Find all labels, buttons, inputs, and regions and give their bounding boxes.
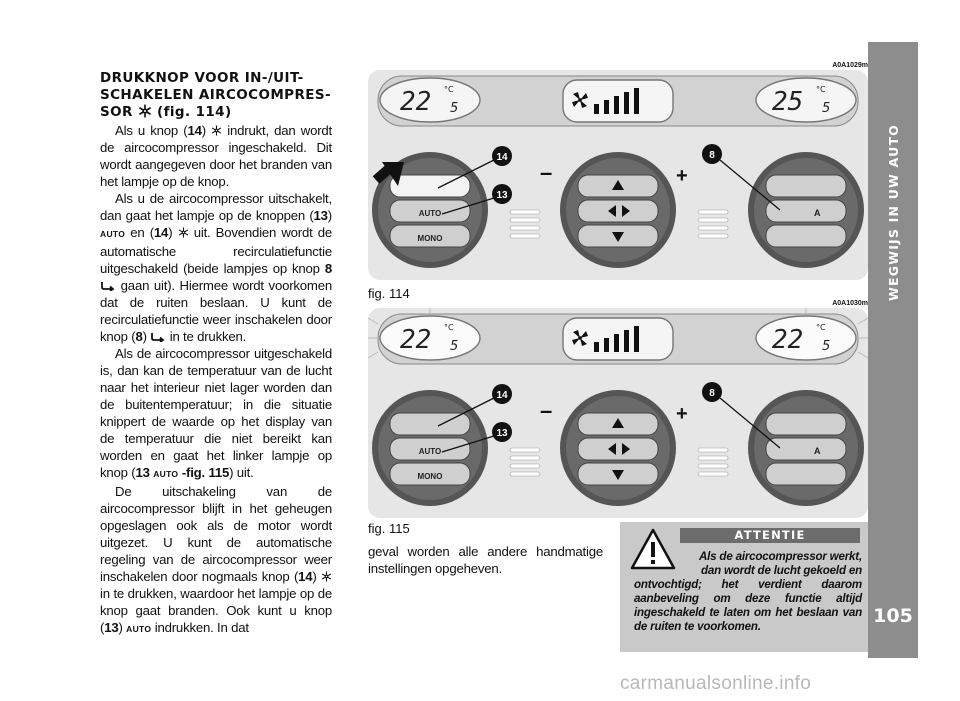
figure-label: fig. 114 bbox=[368, 286, 410, 301]
p4-text-b: ) bbox=[312, 569, 321, 584]
p3-figure-ref: -fig. 115 bbox=[181, 465, 230, 480]
paragraph-3 bbox=[100, 345, 332, 483]
p2-text-d: ) bbox=[168, 225, 178, 240]
right-temp-value: 22 bbox=[772, 325, 804, 355]
left-temperature-knob[interactable] bbox=[372, 390, 488, 506]
p3-text-a: Als de aircocompressor uitgeschakeld is, dan kan de temperatuur van de lucht naar het interieur niet lager worden dan de buitentemperatuur; in die situatie knippert de waarde op het display van de temperatuur die niet bereikt kan worden en gaat het linker lampje op knop ( bbox=[100, 346, 332, 480]
paragraph-2 bbox=[100, 190, 332, 345]
p2-text-f: gaan uit). Hiermee wordt voorkomen dat de ruiten beslaan. U kunt de recirculatiefunctie weer inschakelen door knop ( bbox=[100, 278, 332, 344]
p2-text-e: uit. Bovendien wordt de automatische recirculatiefunctie uitgeschakeld (beide lampjes op knop bbox=[100, 225, 333, 276]
right-temperature-knob[interactable] bbox=[748, 152, 864, 268]
minus-sign: – bbox=[540, 398, 553, 423]
p2-text-c: en ( bbox=[125, 225, 154, 240]
paragraph-4 bbox=[100, 483, 332, 638]
warning-text bbox=[634, 550, 862, 634]
climate-panel-illustration bbox=[368, 70, 868, 280]
p1-text-c: indrukt, dan wordt de aircocompressor ingeschakeld. Dit wordt aangegeven door het branden van het lampje op de knop. bbox=[100, 123, 332, 189]
plus-sign: + bbox=[676, 403, 688, 425]
p2-auto-label: AUTO bbox=[100, 229, 126, 239]
recirculation-auto-label: A bbox=[814, 446, 821, 456]
mono-button-label: MONO bbox=[417, 234, 443, 243]
figure-label: fig. 115 bbox=[368, 521, 410, 536]
continuation-paragraph: geval worden alle andere handmatige instellingen opgeheven. bbox=[368, 544, 603, 576]
p4-text-e: indrukken. In dat bbox=[151, 620, 249, 635]
right-temp-unit: °C bbox=[816, 323, 826, 332]
left-temp-unit: °C bbox=[444, 85, 454, 94]
page-number: 105 bbox=[873, 605, 913, 627]
callout-14-label: 14 bbox=[496, 152, 508, 163]
p3-text-c: ) uit. bbox=[229, 465, 254, 480]
callout-13-label: 13 bbox=[496, 190, 508, 201]
left-temp-decimal: 5 bbox=[450, 101, 459, 116]
chapter-title-box bbox=[868, 102, 918, 322]
p4-text-d: ) bbox=[118, 620, 127, 635]
figure-code: A0A1030m bbox=[832, 300, 868, 307]
p4-button-14: 14 bbox=[298, 569, 313, 584]
right-temp-decimal: 5 bbox=[822, 101, 831, 116]
paragraph-1 bbox=[100, 122, 332, 190]
right-temp-display bbox=[756, 78, 856, 122]
section-heading bbox=[100, 70, 332, 121]
p2-text-h: in te drukken. bbox=[169, 329, 247, 344]
p3-button-13: 13 bbox=[135, 465, 150, 480]
climate-panel-illustration bbox=[368, 308, 868, 518]
left-temp-value: 22 bbox=[400, 87, 432, 117]
right-temp-decimal: 5 bbox=[822, 339, 831, 354]
p4-auto-label: AUTO bbox=[126, 624, 152, 634]
p2-button-14: 14 bbox=[153, 225, 169, 240]
callout-8-label: 8 bbox=[709, 388, 715, 399]
right-temp-unit: °C bbox=[816, 85, 826, 94]
p1-text-a: Als u knop ( bbox=[115, 123, 188, 138]
left-temp-decimal: 5 bbox=[450, 339, 459, 354]
heading-line-1: DRUKKNOP VOOR IN-/UIT- bbox=[100, 70, 304, 86]
recirculation-auto-label: A bbox=[814, 208, 821, 218]
p3-auto-label: AUTO bbox=[153, 469, 179, 479]
figure-code: A0A1029m bbox=[832, 62, 868, 69]
right-temp-value: 25 bbox=[772, 87, 804, 117]
climate-panel-figure-114 bbox=[368, 70, 868, 280]
callout-8-label: 8 bbox=[709, 150, 715, 161]
heading-line-2: SCHAKELEN AIRCOCOMPRES- bbox=[100, 87, 331, 103]
p1-button-number: 14 bbox=[187, 123, 202, 138]
continuation-text bbox=[368, 543, 603, 577]
p2-text-a: Als u de aircocompressor uitschakelt, dan gaat het lampje op de knoppen ( bbox=[100, 191, 332, 223]
snowflake-icon bbox=[321, 571, 332, 582]
p4-button-13: 13 bbox=[104, 620, 119, 635]
p2-button-8b: 8 bbox=[135, 329, 143, 344]
heading-line-3: SOR bbox=[100, 104, 133, 120]
auto-button-label: AUTO bbox=[418, 209, 442, 218]
callout-14-label: 14 bbox=[496, 390, 508, 401]
snowflake-icon bbox=[211, 125, 222, 136]
chapter-sidebar bbox=[868, 42, 918, 658]
p2-text-g: ) bbox=[142, 329, 151, 344]
snowflake-icon bbox=[178, 227, 189, 238]
left-temp-unit: °C bbox=[444, 323, 454, 332]
airflow-distribution-knob[interactable] bbox=[560, 152, 676, 268]
mono-button-label: MONO bbox=[417, 472, 443, 481]
left-temp-value: 22 bbox=[400, 325, 432, 355]
warning-text-lead: Als de aircocompressor werkt, dan wordt de lucht gekoeld en bbox=[698, 550, 862, 577]
airflow-distribution-knob[interactable] bbox=[560, 390, 676, 506]
plus-sign: + bbox=[676, 165, 688, 187]
chapter-title: WEGWIJS IN UW AUTO bbox=[885, 123, 901, 301]
warning-text-rest: ontvochtigd; het verdient daarom aanbeveling om deze functie altijd ingeschakeld te laten om het beslaan van de ruiten te voorkomen. bbox=[634, 578, 862, 633]
p2-button-8: 8 bbox=[324, 261, 332, 276]
p4-text-a: De uitschakeling van de aircocompressor blijft in het geheugen opgeslagen ook als de motor wordt uitgezet. U kunt de automatische regeling van de aircocompressor weer inschakelen door nogmaals knop ( bbox=[100, 484, 332, 584]
recirculation-icon bbox=[150, 332, 166, 342]
watermark: carmanualsonline.info bbox=[620, 673, 812, 694]
heading-figure-reference: (fig. 114) bbox=[157, 104, 232, 120]
p4-text-c: in te drukken, waardoor het lampje op de knop gaat branden. Ook kunt u knop ( bbox=[100, 586, 332, 635]
climate-panel-figure-115 bbox=[368, 308, 868, 518]
p2-button-13: 13 bbox=[313, 208, 328, 223]
auto-button-label: AUTO bbox=[418, 447, 442, 456]
right-temperature-knob[interactable] bbox=[748, 390, 864, 506]
warning-box bbox=[620, 522, 868, 652]
recirculation-icon bbox=[100, 281, 116, 291]
main-text-column bbox=[100, 70, 332, 638]
warning-title: ATTENTIE bbox=[680, 528, 860, 543]
p2-text-b: ) bbox=[327, 208, 332, 223]
p1-text-b: ) bbox=[201, 123, 212, 138]
snowflake-icon bbox=[138, 104, 152, 118]
callout-13-label: 13 bbox=[496, 428, 508, 439]
right-temp-display bbox=[756, 316, 856, 360]
left-temperature-knob[interactable] bbox=[372, 152, 488, 268]
minus-sign: – bbox=[540, 160, 553, 185]
